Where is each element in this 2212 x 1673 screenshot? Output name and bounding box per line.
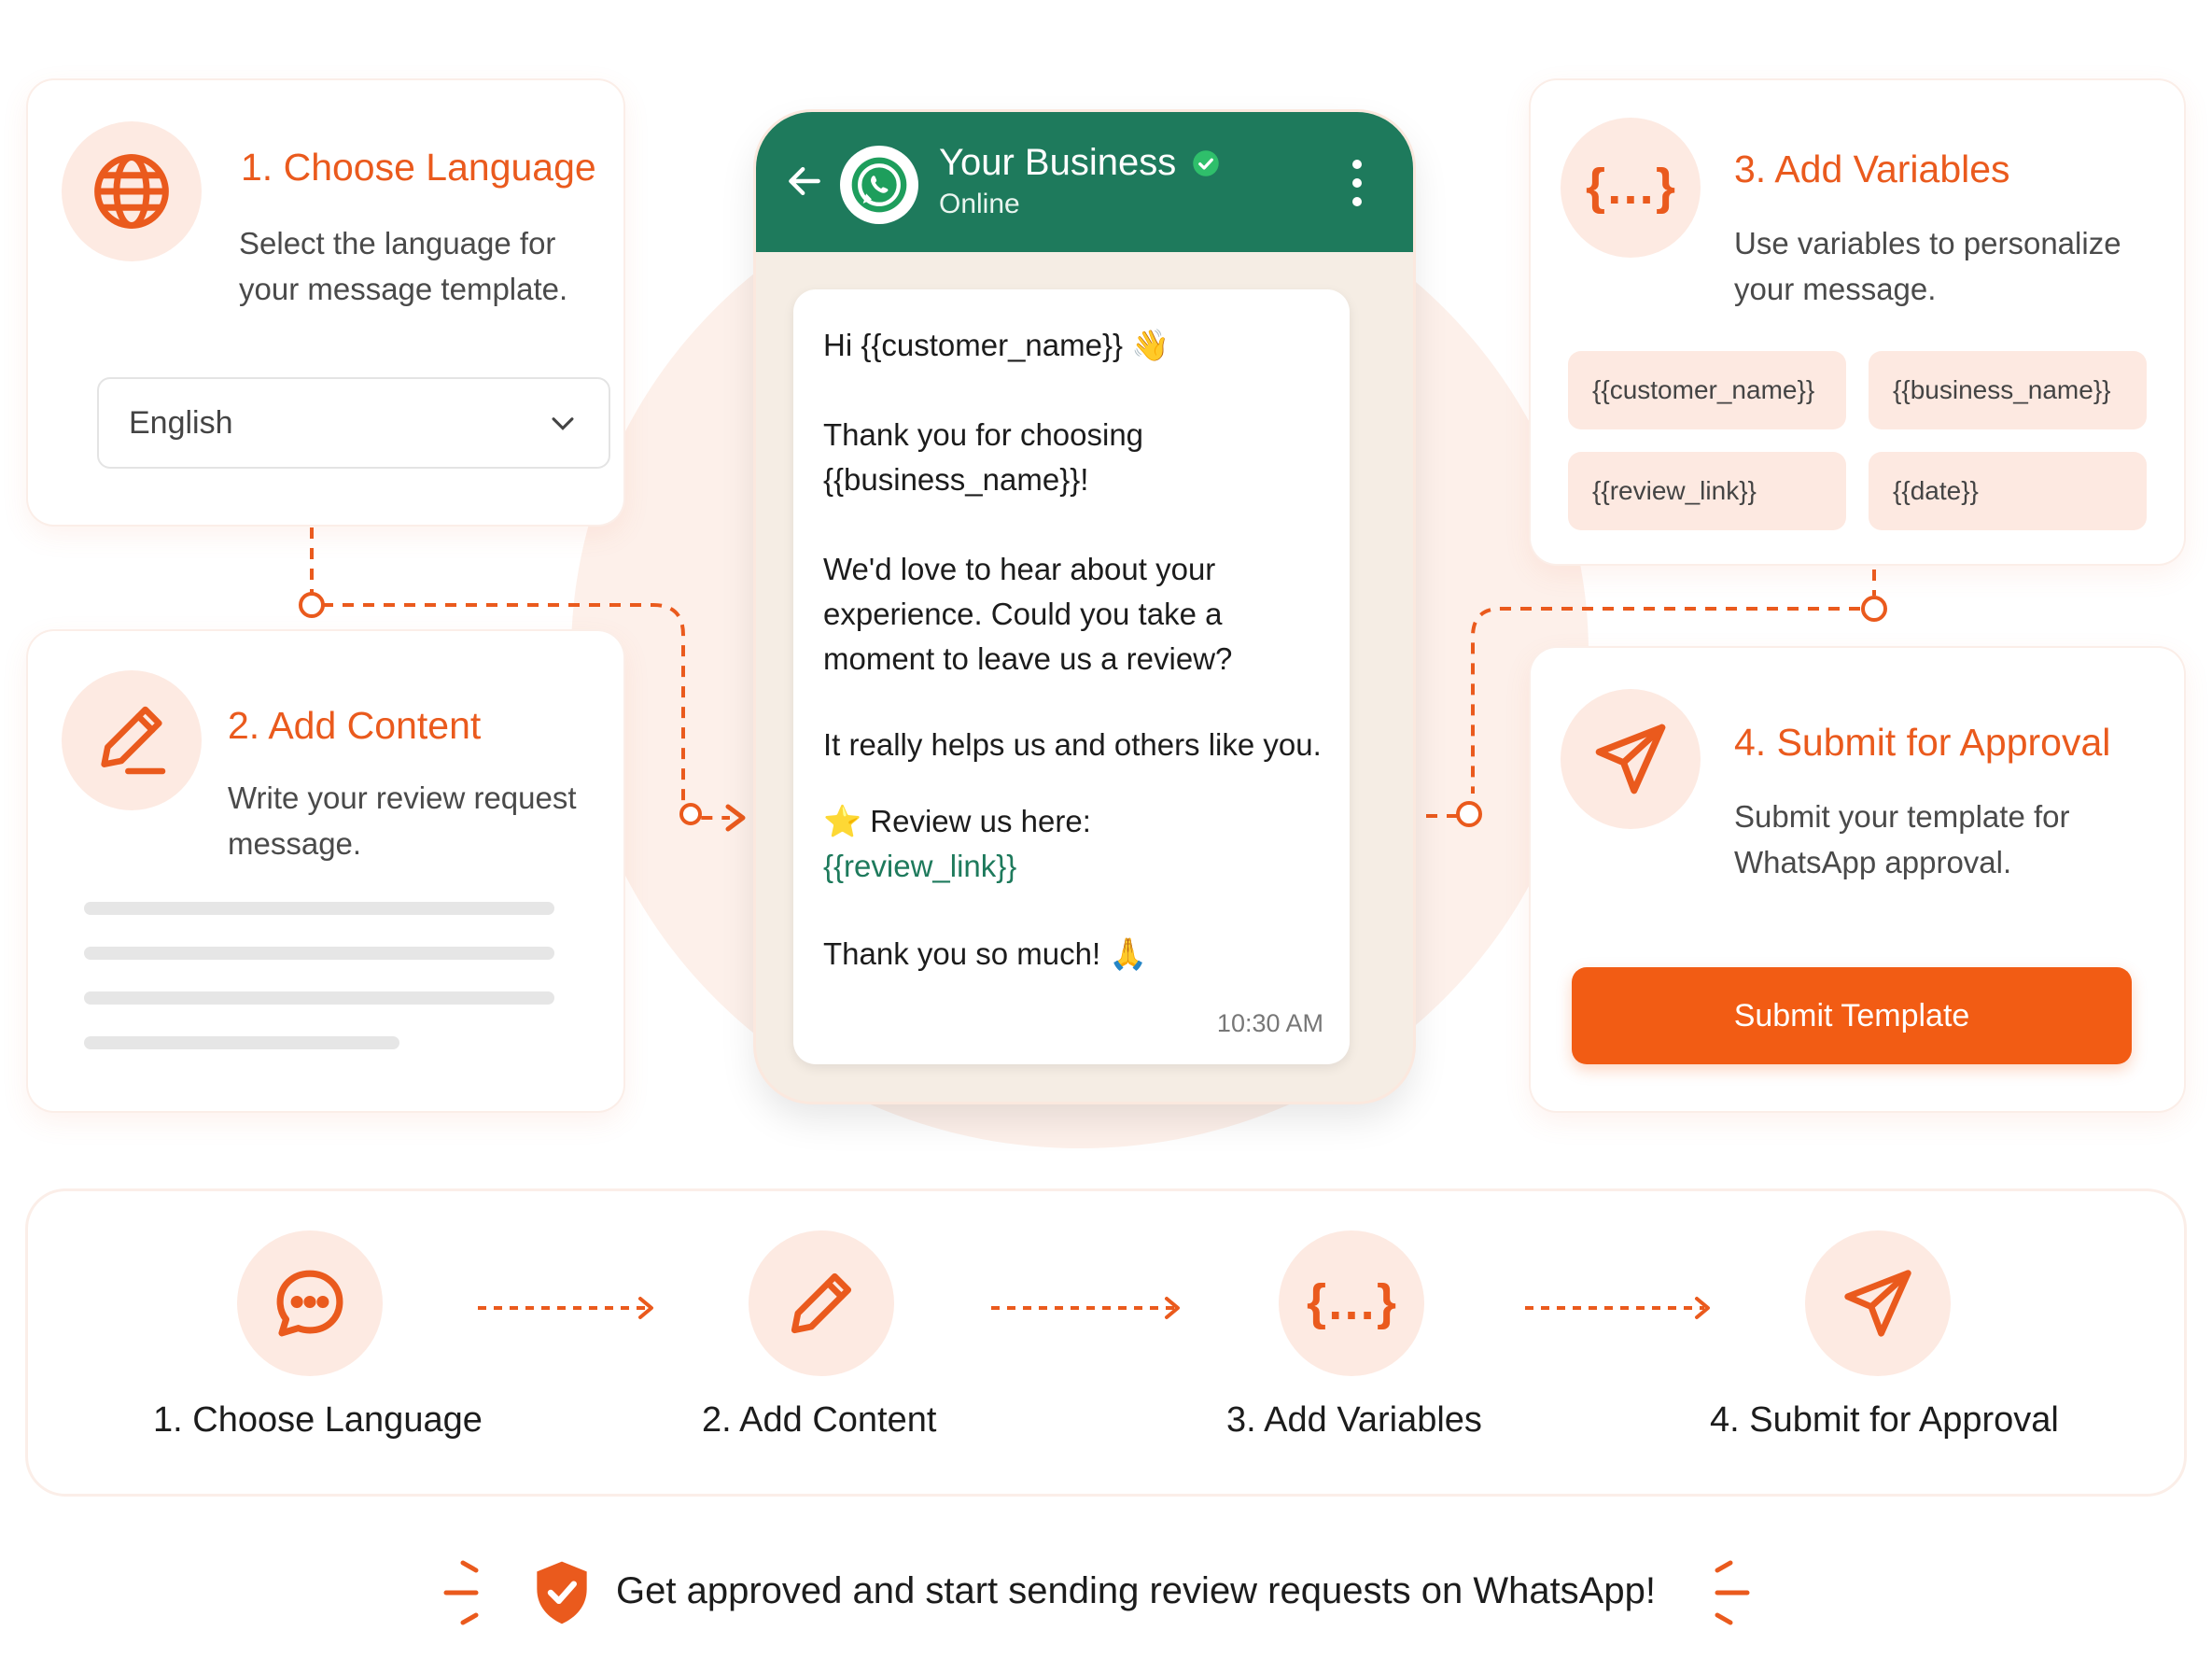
message-request: We'd love to hear about your experience. Could you take a moment to leave us a review? bbox=[823, 552, 1233, 676]
message-thanks: Thank you for choosing {{business_name}}! bbox=[823, 417, 1144, 497]
flow-step-4-label: 4. Submit for Approval bbox=[1710, 1400, 2059, 1440]
variable-chip-date[interactable]: {{date}} bbox=[1869, 452, 2147, 530]
submit-template-button[interactable]: Submit Template bbox=[1572, 967, 2132, 1064]
footer-message: Get approved and start sending review requests on WhatsApp! bbox=[616, 1570, 1656, 1611]
variable-chip-review-link[interactable]: {{review_link}} bbox=[1568, 452, 1846, 530]
message-timestamp: 10:30 AM bbox=[1216, 1009, 1323, 1037]
chat-status: Online bbox=[939, 189, 1020, 219]
svg-text:{…}: {…} bbox=[1585, 159, 1676, 215]
message-review-link[interactable]: {{review_link}} bbox=[823, 849, 1017, 883]
step-title: 1. Choose Language bbox=[241, 146, 596, 189]
selected-language: English bbox=[129, 404, 233, 441]
variable-chip-business-name[interactable]: {{business_name}} bbox=[1869, 351, 2147, 429]
message-greeting: Hi {{customer_name}} 👋 bbox=[823, 328, 1170, 362]
step-description: Select the language for your message template. bbox=[239, 226, 568, 306]
business-name-text: Your Business bbox=[939, 142, 1177, 183]
step-title: 2. Add Content bbox=[228, 704, 482, 747]
message-review-prompt: ⭐ Review us here: bbox=[823, 804, 1091, 838]
svg-text:{…}: {…} bbox=[1306, 1274, 1397, 1330]
variable-chip-customer-name[interactable]: {{customer_name}} bbox=[1568, 351, 1846, 429]
step-description: Submit your template for WhatsApp approval. bbox=[1734, 799, 2070, 879]
step-title: 4. Submit for Approval bbox=[1734, 721, 2111, 764]
step-description: Use variables to personalize your message. bbox=[1734, 226, 2121, 306]
sparkle-left-icon bbox=[439, 1557, 485, 1628]
sparkle-right-icon bbox=[1708, 1557, 1755, 1628]
step-description: Write your review request message. bbox=[228, 780, 577, 861]
message-helps: It really helps us and others like you. bbox=[823, 727, 1322, 762]
flow-step-1-label: 1. Choose Language bbox=[153, 1400, 483, 1440]
flow-step-2-label: 2. Add Content bbox=[702, 1400, 937, 1440]
message-closing: Thank you so much! 🙏 bbox=[823, 936, 1148, 971]
flow-step-3-label: 3. Add Variables bbox=[1226, 1400, 1482, 1440]
shield-check-icon bbox=[532, 1559, 592, 1626]
step-title: 3. Add Variables bbox=[1734, 148, 2010, 190]
